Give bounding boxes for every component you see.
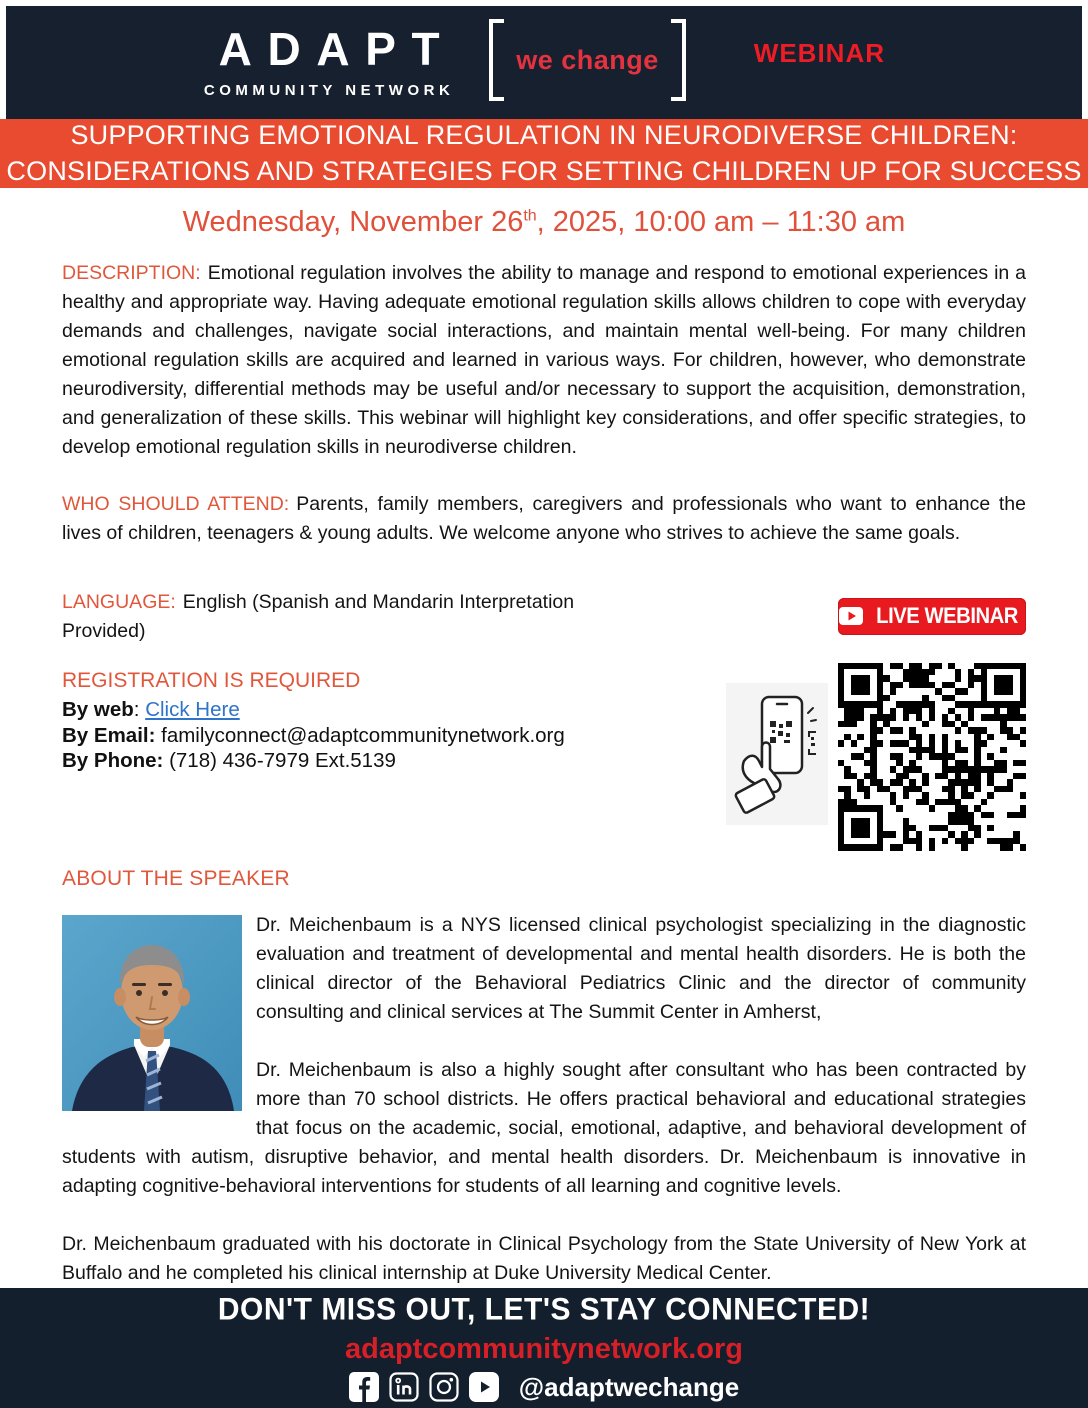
attend-paragraph [62,490,1026,548]
header [6,6,1082,119]
title-banner [0,119,1088,188]
middle-right-column [726,598,1026,851]
language-paragraph [62,588,637,646]
date-suffix: , 2025, 10:00 am – 11:30 am [536,205,906,238]
registration-block [62,668,682,774]
register-web-link[interactable]: Click Here [145,698,240,722]
qr-code [838,663,1026,851]
description-text: Emotional regulation involves the ability to manage and respond to emotional experiences in a healthy and appropriate way. Having adequate emotional regulation skills allows children to cope with everyday demands and challenges, navigate social interactions, and maintain mental well-being. For many children emotional regulation skills are acquired and learned in various ways. For children, however, who demonstrate neurodiversity, differential methods may be useful and/or necessary to support the acquisition, demonstration, and generalization of these skills. This webinar will highlight key considerations, and offer specific strategies, to develop emotional regulation skills in neurodiverse children. [62,261,1026,458]
speaker-paragraph-2: Dr. Meichenbaum is also a highly sought after consultant who has been contracted by more than 70 school districts. He offers practical behavioral and educational strategies that focus on the academic, social, emotional, adaptive, and behavioral development of students with autism, disruptive behavior, and mental health disorders. Dr. Meichenbaum is innovative in adapting cognitive-behavioral interventions for students of all learning and cognitive levels. [62,1058,1026,1197]
event-date [0,206,1088,239]
youtube-icon [469,1372,499,1402]
phone-label: By Phone: [62,749,164,773]
language-text: English (Spanish and Mandarin Interpretation Provided) [62,590,575,642]
banner-line-1: SUPPORTING EMOTIONAL REGULATION IN NEURODIVERSE CHILDREN: [70,119,1018,150]
web-separator: : [133,698,146,722]
footer-website: adaptcommunitynetwork.org [345,1332,743,1365]
footer-headline: DON'T MISS OUT, LET'S STAY CONNECTED! [217,1291,871,1327]
description-label: DESCRIPTION: [62,261,201,284]
logo-title: ADAPT [218,22,456,75]
speaker-bio [62,911,1026,1288]
live-webinar-badge [838,598,1026,635]
main-content [0,239,1088,1288]
email-value: familyconnect@adaptcommunitynetwork.org [155,723,565,747]
banner-line-2: CONSIDERATIONS AND STRATEGIES FOR SETTING CHILDREN UP FOR SUCCESS [6,156,1082,187]
speaker-paragraph-3: Dr. Meichenbaum graduated with his doctorate in Clinical Psychology from the State University of New York at Buffalo and he completed his clinical internship at Duke University Medical Center. [62,1232,1026,1284]
email-label: By Email: [62,723,156,747]
attend-text: Parents, family members, caregivers and professionals who want to enhance the lives of children, teenagers & young adults. We welcome anyone who strives to achieve the same goals. [62,492,1026,544]
description-paragraph [62,259,1026,462]
date-ordinal: th [523,206,537,224]
tagline: we change [516,44,659,75]
logo-subtitle: COMMUNITY NETWORK [203,81,455,99]
we-change-bracket [489,19,686,101]
left-bracket-icon [489,19,504,101]
hand-scanning-phone-icon [726,683,828,825]
linkedin-icon [389,1372,419,1402]
registration-web-line [62,697,682,723]
speaker-paragraph-1: Dr. Meichenbaum is a NYS licensed clinical psychologist specializing in the diagnostic evaluation and treatment of developmental and mental health disorders. He is both the clinical director of the Behavioral Pediatrics Clinic and the director of community consulting and clinical services at The Summit Center in Amherst, [256,913,1026,1023]
speaker-heading: ABOUT THE SPEAKER [62,866,290,890]
registration-heading: REGISTRATION IS REQUIRED [62,668,361,692]
qr-row [726,663,1026,851]
social-handle: @adaptwechange [518,1371,740,1402]
phone-value: (718) 436-7979 Ext.5139 [163,749,396,773]
footer-social-row [349,1372,739,1403]
right-bracket-icon [671,19,686,101]
attend-label: WHO SHOULD ATTEND: [62,492,290,515]
play-icon [839,607,863,625]
middle-section [62,588,1026,851]
web-label: By web [62,698,134,722]
speaker-photo [62,915,242,1111]
registration-phone-line [62,748,682,774]
instagram-icon [429,1372,459,1402]
middle-left-column [62,588,682,851]
live-webinar-label: LIVE WEBINAR [876,603,1019,629]
language-label: LANGUAGE: [62,590,176,613]
adapt-logo [203,22,456,99]
footer [0,1288,1088,1408]
facebook-icon [349,1372,379,1402]
registration-email-line [62,723,682,749]
webinar-label: WEBINAR [753,37,886,68]
date-prefix: Wednesday, November 26 [182,205,524,238]
